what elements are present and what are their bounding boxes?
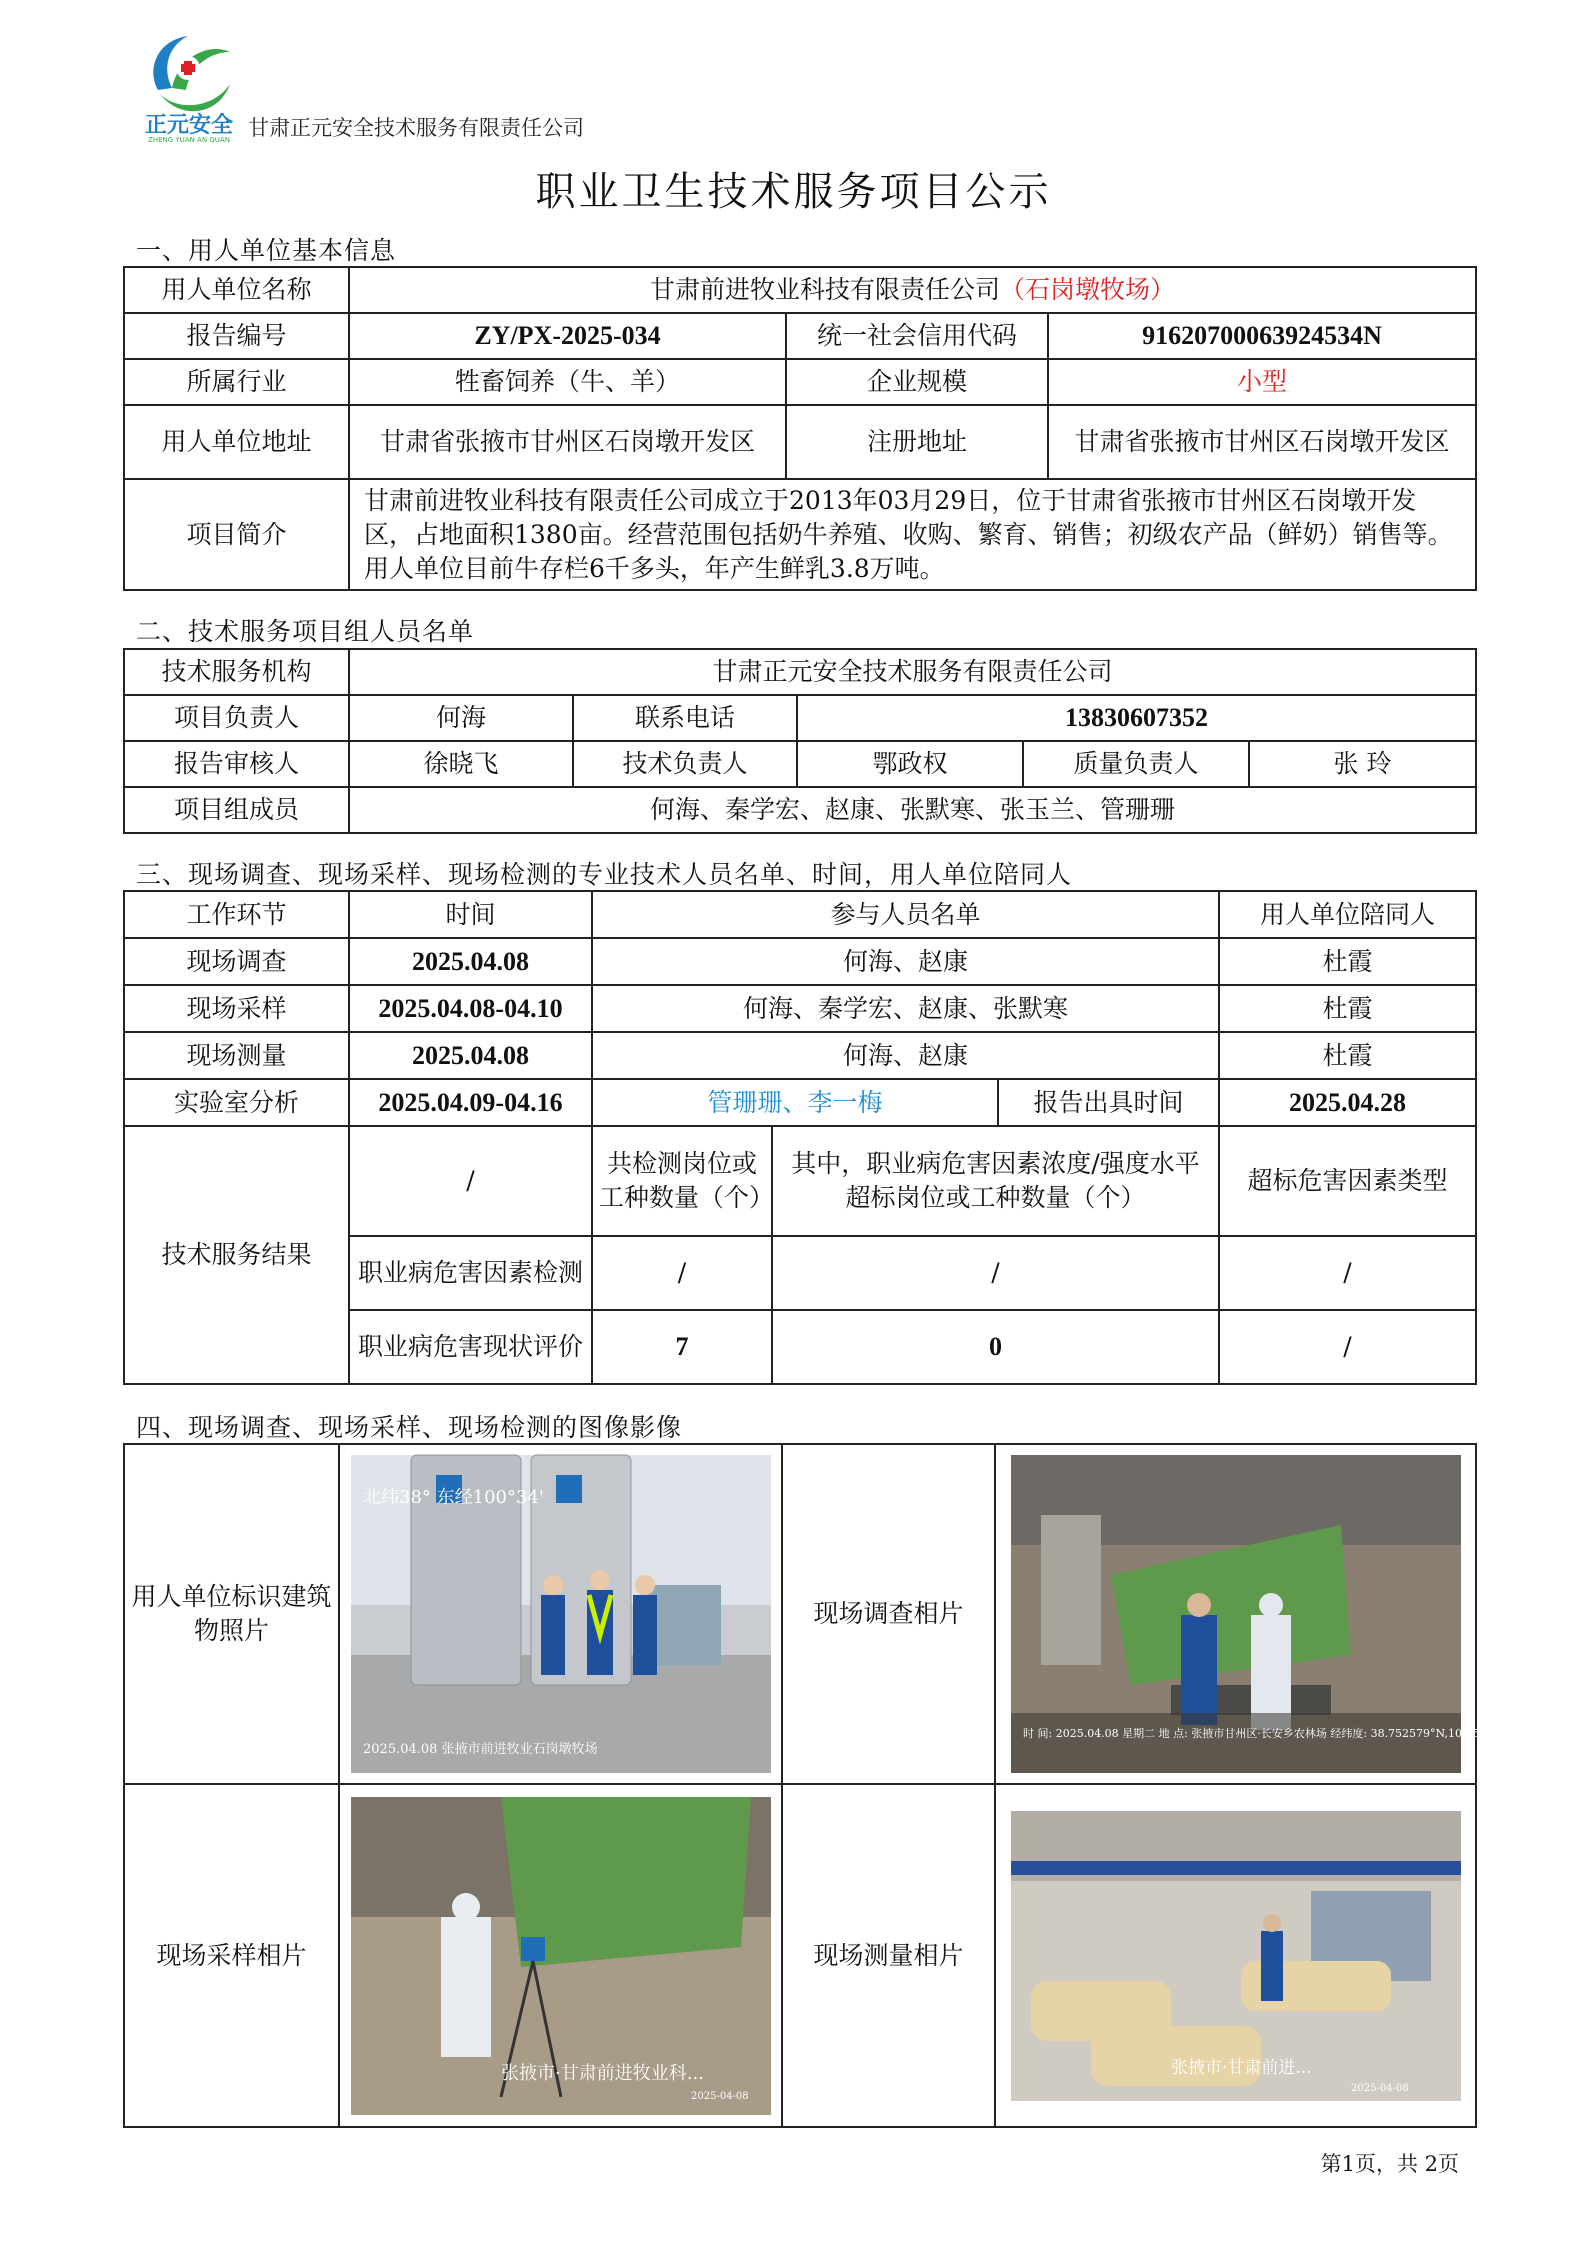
tech-lead-label: 技术负责人	[573, 741, 797, 787]
basic-info-table	[123, 266, 1477, 591]
reviewer: 徐晓飞	[349, 741, 573, 787]
row-time: 2025.04.08	[349, 938, 592, 985]
row-time: 2025.04.08	[349, 1032, 592, 1079]
page-number: 第1页，共 2页	[1320, 2152, 1459, 2176]
result-row-name: 职业病危害因素检测	[349, 1236, 592, 1310]
result-row-v1: 7	[592, 1310, 772, 1384]
result-row-v3: /	[1219, 1310, 1476, 1384]
reg-address-label: 注册地址	[786, 405, 1048, 479]
unit-name-suffix: （石岗墩牧场）	[1000, 275, 1176, 304]
scale-label: 企业规模	[786, 359, 1048, 405]
row-stage: 现场调查	[124, 938, 349, 985]
table-row	[124, 938, 1476, 985]
photo2-caption: 时 间: 2025.04.08 星期二 地 点: 张掖市甘州区·长安乡农林场 经纬度: 38.752579°N,100.594021°E	[1022, 1727, 1528, 1740]
row-companion: 杜霞	[1219, 1032, 1476, 1079]
lab-time: 2025.04.09-04.16	[349, 1079, 592, 1126]
table-row	[124, 1032, 1476, 1079]
members-label: 项目组成员	[124, 787, 349, 833]
result-row-v3: /	[1219, 1236, 1476, 1310]
result-row-name: 职业病危害现状评价	[349, 1310, 592, 1384]
schedule-table	[123, 890, 1477, 1385]
table-row	[124, 985, 1476, 1032]
svg-text:ZHENG YUAN AN QUAN: ZHENG YUAN AN QUAN	[148, 136, 230, 144]
scale: 小型	[1048, 359, 1476, 405]
col-companion: 用人单位陪同人	[1219, 891, 1476, 938]
intro-text: 甘肃前进牧业科技有限责任公司成立于2013年03月29日，位于甘肃省张掖市甘州区石岗墩开发区，占地面积1380亩。经营范围包括奶牛养殖、收购、繁育、销售；初级农产品（鲜奶）销售等。用人单位目前牛存栏6千多头，年产生鲜乳3.8万吨。	[349, 479, 1476, 590]
unit-name-cell	[349, 267, 1476, 313]
photo4-cell	[995, 1784, 1476, 2127]
phone: 13830607352	[797, 695, 1476, 741]
svg-text:正元安全: 正元安全	[144, 113, 234, 138]
tech-lead: 鄂政权	[797, 741, 1023, 787]
row-companion: 杜霞	[1219, 985, 1476, 1032]
address-label: 用人单位地址	[124, 405, 349, 479]
photo2-label: 现场调查相片	[782, 1444, 995, 1784]
company-logo	[138, 28, 240, 144]
col-time: 时间	[349, 891, 592, 938]
industry: 牲畜饲养（牛、羊）	[349, 359, 786, 405]
section3-heading: 三、现场调查、现场采样、现场检测的专业技术人员名单、时间，用人单位陪同人	[136, 860, 1073, 889]
intro-label: 项目简介	[124, 479, 349, 590]
sampling-photo	[351, 1797, 771, 2115]
photo-table	[123, 1443, 1528, 2128]
lab-stage: 实验室分析	[124, 1079, 349, 1126]
building-photo	[351, 1455, 771, 1773]
result-row-v1: /	[592, 1236, 772, 1310]
result-row-v2: /	[772, 1236, 1219, 1310]
org: 甘肃正元安全技术服务有限责任公司	[349, 649, 1476, 695]
photo1-label: 用人单位标识建筑物照片	[124, 1444, 339, 1784]
section4-heading: 四、现场调查、现场采样、现场检测的图像影像	[136, 1413, 683, 1442]
result-row-v2: 0	[772, 1310, 1219, 1384]
result-corner: /	[349, 1126, 592, 1236]
leader-label: 项目负责人	[124, 695, 349, 741]
survey-photo	[1011, 1455, 1528, 1773]
measurement-photo	[1011, 1811, 1461, 2101]
lab-people: 管珊珊、李一梅	[592, 1079, 998, 1126]
photo3-date: 2025-04-08	[690, 2090, 749, 2102]
section1-heading: 一、用人单位基本信息	[136, 236, 397, 265]
result-header-count: 共检测岗位或工种数量（个）	[592, 1126, 772, 1236]
row-time: 2025.04.08-04.10	[349, 985, 592, 1032]
report-no-label: 报告编号	[124, 313, 349, 359]
industry-label: 所属行业	[124, 359, 349, 405]
photo4-date: 2025-04-08	[1350, 2082, 1409, 2094]
quality-lead-label: 质量负责人	[1023, 741, 1249, 787]
report-date-label: 报告出具时间	[998, 1079, 1219, 1126]
team-table	[123, 648, 1477, 834]
credit-code: 91620700063924534N	[1048, 313, 1476, 359]
company-name: 甘肃正元安全技术服务有限责任公司	[248, 116, 584, 140]
report-no: ZY/PX-2025-034	[349, 313, 786, 359]
row-stage: 现场采样	[124, 985, 349, 1032]
result-header-type: 超标危害因素类型	[1219, 1126, 1476, 1236]
org-label: 技术服务机构	[124, 649, 349, 695]
col-stage: 工作环节	[124, 891, 349, 938]
unit-name: 甘肃前进牧业科技有限责任公司	[649, 275, 1000, 304]
phone-label: 联系电话	[573, 695, 797, 741]
reviewer-label: 报告审核人	[124, 741, 349, 787]
row-people: 何海、赵康	[592, 938, 1219, 985]
result-label: 技术服务结果	[124, 1126, 349, 1384]
members: 何海、秦学宏、赵康、张默寒、张玉兰、管珊珊	[349, 787, 1476, 833]
photo1-cell	[339, 1444, 782, 1784]
address: 甘肃省张掖市甘州区石岗墩开发区	[349, 405, 786, 479]
credit-code-label: 统一社会信用代码	[786, 313, 1048, 359]
section2-heading: 二、技术服务项目组人员名单	[136, 617, 475, 646]
photo1-overlay: 北纬38° 东经100°34'	[362, 1487, 544, 1508]
col-people: 参与人员名单	[592, 891, 1219, 938]
photo3-caption: 张掖市·甘肃前进牧业科...	[500, 2062, 704, 2084]
photo1-caption: 2025.04.08 张掖市前进牧业石岗墩牧场	[362, 1742, 598, 1757]
photo3-cell	[339, 1784, 782, 2127]
row-companion: 杜霞	[1219, 938, 1476, 985]
photo4-caption: 张掖市·甘肃前进...	[1170, 2057, 1312, 2078]
unit-name-label: 用人单位名称	[124, 267, 349, 313]
result-header-exceed: 其中，职业病危害因素浓度/强度水平超标岗位或工种数量（个）	[772, 1126, 1219, 1236]
photo2-cell	[995, 1444, 1528, 1784]
leader: 何海	[349, 695, 573, 741]
photo4-label: 现场测量相片	[782, 1784, 995, 2127]
row-people: 何海、赵康	[592, 1032, 1219, 1079]
reg-address: 甘肃省张掖市甘州区石岗墩开发区	[1048, 405, 1476, 479]
report-date: 2025.04.28	[1219, 1079, 1476, 1126]
page-title: 职业卫生技术服务项目公示	[535, 169, 1052, 215]
row-stage: 现场测量	[124, 1032, 349, 1079]
row-people: 何海、秦学宏、赵康、张默寒	[592, 985, 1219, 1032]
photo3-label: 现场采样相片	[124, 1784, 339, 2127]
quality-lead: 张 玲	[1249, 741, 1476, 787]
